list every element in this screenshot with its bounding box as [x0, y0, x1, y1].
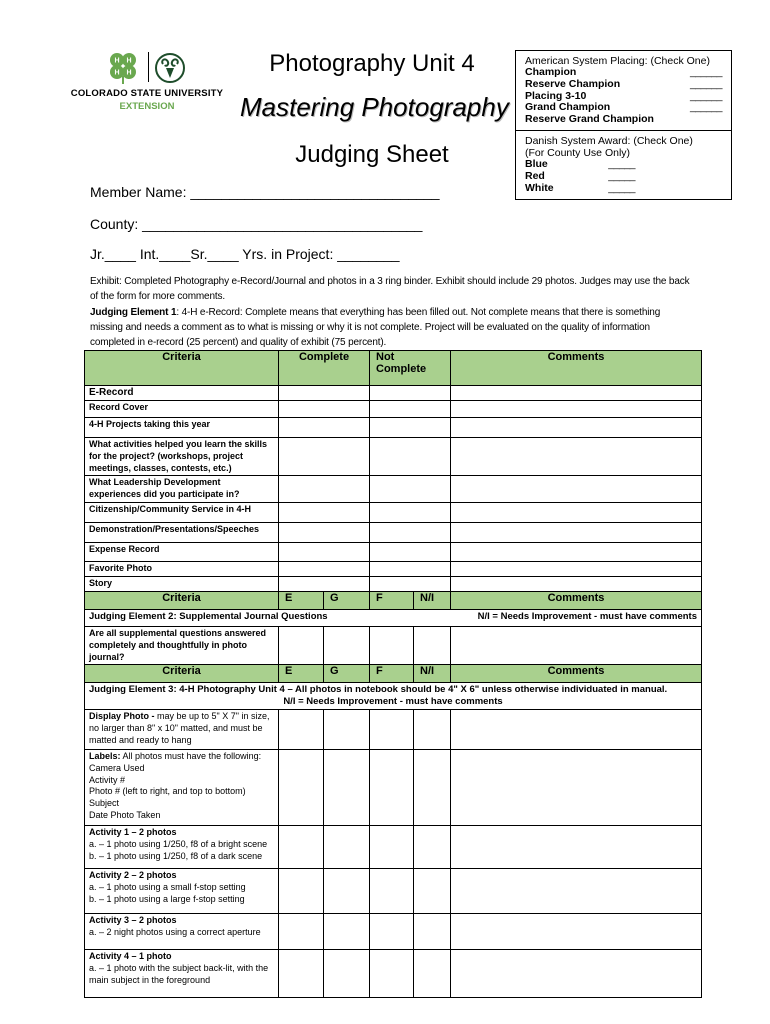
good-header: G	[324, 591, 370, 609]
element3-title: Judging Element 3: 4-H Photography Unit 4 – All photos in notebook should be 4" X 6" unless otherwise individuated in manual.	[89, 684, 668, 696]
member-name-field[interactable]: Member Name: ________________________________	[90, 184, 440, 200]
criteria-line: a. – 1 photo using a small f-stop setting	[89, 881, 246, 892]
fair-cell[interactable]	[370, 749, 414, 825]
needs-improvement-cell[interactable]	[414, 626, 451, 664]
excellent-header: E	[279, 665, 324, 683]
4-h-clover-icon	[106, 50, 140, 84]
criteria-title: Activity 2 – 2 photos	[89, 869, 177, 880]
criteria-line: Camera Used	[89, 762, 145, 773]
award-option-label: Blue	[525, 157, 548, 170]
criteria-cell: 4-H Projects taking this year	[85, 418, 279, 438]
fair-cell[interactable]	[370, 949, 414, 997]
placing-option[interactable]	[525, 114, 722, 126]
table-row	[85, 609, 702, 626]
svg-text:H: H	[114, 57, 120, 65]
comments-cell[interactable]	[451, 868, 702, 913]
not-complete-cell[interactable]	[370, 576, 451, 591]
placing-option[interactable]	[525, 79, 722, 91]
criteria-line: a. – 1 photo using 1/250, f8 of a bright scene	[89, 838, 268, 849]
university-name: COLORADO STATE UNIVERSITY	[70, 88, 224, 99]
comments-cell[interactable]	[451, 502, 702, 522]
placing-blank[interactable]: ______	[689, 77, 722, 90]
good-cell[interactable]	[324, 825, 370, 868]
excellent-cell[interactable]	[279, 749, 324, 825]
table-row	[85, 949, 702, 997]
needs-improvement-cell[interactable]	[414, 749, 451, 825]
comments-cell[interactable]	[451, 913, 702, 949]
comments-cell[interactable]	[451, 522, 702, 542]
table-row	[85, 749, 702, 825]
comments-cell[interactable]	[451, 576, 702, 591]
placing-blank[interactable]: ______	[689, 66, 722, 78]
fair-header: F	[370, 665, 414, 683]
criteria-cell	[85, 749, 279, 825]
good-header: G	[324, 665, 370, 683]
excellent-cell[interactable]	[279, 868, 324, 913]
comments-cell[interactable]	[451, 749, 702, 825]
not-complete-cell[interactable]	[370, 401, 451, 418]
table-row	[85, 438, 702, 476]
table-row	[85, 542, 702, 561]
comments-header: Comments	[451, 665, 702, 683]
table-row	[85, 825, 702, 868]
criteria-cell	[85, 949, 279, 997]
element3-title-row	[85, 683, 702, 710]
needs-improvement-cell[interactable]	[414, 949, 451, 997]
award-option-label: White	[525, 181, 554, 194]
criteria-cell	[85, 913, 279, 949]
good-cell[interactable]	[324, 913, 370, 949]
danish-system-subheader: (For County Use Only)	[525, 146, 631, 159]
placing-option-label: Reserve Champion	[525, 77, 621, 90]
table-header-row	[85, 591, 702, 609]
needs-improvement-cell[interactable]	[414, 825, 451, 868]
extension-label: EXTENSION	[119, 101, 175, 112]
table-row	[85, 386, 702, 401]
danish-system-section	[516, 131, 731, 194]
criteria-cell: Demonstration/Presentations/Speeches	[85, 522, 279, 542]
criteria-cell: What Leadership Development experiences did you participate in?	[85, 476, 279, 503]
criteria-title: Labels:	[89, 750, 121, 761]
section-label: E-Record	[85, 386, 279, 401]
table-header-row	[85, 351, 702, 386]
good-cell[interactable]	[324, 626, 370, 664]
county-field[interactable]: County: ____________________________________	[90, 216, 423, 232]
award-option[interactable]	[525, 159, 635, 171]
element1-description	[90, 305, 690, 351]
good-cell[interactable]	[324, 949, 370, 997]
criteria-cell: Story	[85, 576, 279, 591]
table-row	[85, 502, 702, 522]
svg-text:H: H	[114, 69, 120, 77]
table-row	[85, 626, 702, 664]
placing-option-label: Champion	[525, 66, 577, 78]
placing-blank[interactable]: ______	[689, 101, 722, 114]
award-blank[interactable]: _____	[608, 169, 635, 182]
criteria-cell: Citizenship/Community Service in 4-H	[85, 502, 279, 522]
table-row	[85, 561, 702, 576]
table-row	[85, 522, 702, 542]
good-cell[interactable]	[324, 749, 370, 825]
complete-cell[interactable]	[279, 386, 370, 401]
unit-subtitle: Mastering Photography	[240, 92, 509, 122]
comments-cell[interactable]	[451, 401, 702, 418]
award-option[interactable]	[525, 183, 635, 195]
excellent-cell[interactable]	[279, 949, 324, 997]
complete-cell[interactable]	[279, 418, 370, 438]
needs-improvement-cell[interactable]	[414, 868, 451, 913]
complete-cell[interactable]	[279, 401, 370, 418]
comments-cell[interactable]	[451, 561, 702, 576]
comments-cell[interactable]	[451, 825, 702, 868]
complete-cell[interactable]	[279, 522, 370, 542]
american-system-section	[516, 51, 731, 126]
element1-text: : 4-H e-Record: Complete means that everything has been filled out. Not complete means that there is something missing and needs a comment as to what is missing or why it is not complete. Project will be evaluated on the quality of information completed in e-record (25 percent) and quality of exhibit (75 percent).	[90, 306, 661, 349]
table-row	[85, 683, 702, 710]
comments-cell[interactable]	[451, 438, 702, 476]
excellent-cell[interactable]	[279, 825, 324, 868]
criteria-cell: Record Cover	[85, 401, 279, 418]
criteria-cell: Are all supplemental questions answered completely and thoughtfully in photo journal?	[85, 626, 279, 664]
not-complete-cell[interactable]	[370, 418, 451, 438]
award-blank[interactable]: _____	[608, 157, 635, 170]
needs-improvement-header: N/I	[414, 665, 451, 683]
table-row	[85, 476, 702, 503]
exhibit-description: Exhibit: Completed Photography e-Record/Journal and photos in a 3 ring binder. Exhibit should include 29 photos. Judges may use the back of the form for more comments.	[90, 276, 690, 303]
not-complete-cell[interactable]	[370, 561, 451, 576]
criteria-cell	[85, 825, 279, 868]
judging-table	[84, 350, 702, 998]
criteria-line: Date Photo Taken	[89, 809, 161, 820]
placing-box	[515, 50, 732, 200]
table-row	[85, 401, 702, 418]
element2-title-row	[85, 609, 702, 626]
placing-option-label: Grand Champion	[525, 101, 611, 114]
placing-option-label: Reserve Grand Champion	[525, 113, 654, 126]
not-complete-cell[interactable]	[370, 386, 451, 401]
sheet-title: Judging Sheet	[295, 141, 449, 168]
criteria-header: Criteria	[85, 351, 279, 386]
needs-improvement-cell[interactable]	[414, 913, 451, 949]
element1-label: Judging Element 1	[90, 306, 177, 318]
table-row	[85, 868, 702, 913]
criteria-text: All photos must have the following:	[120, 750, 262, 761]
age-division-field[interactable]: Jr.____ Int.____Sr.____ Yrs. in Project: ________	[90, 246, 400, 262]
fair-cell[interactable]	[370, 868, 414, 913]
not-complete-cell[interactable]	[370, 522, 451, 542]
criteria-line: b. – 1 photo using a large f-stop setting	[89, 893, 245, 904]
award-option[interactable]	[525, 171, 635, 183]
csu-extension-logo	[66, 50, 228, 112]
complete-header: Complete	[279, 351, 370, 386]
excellent-header: E	[279, 591, 324, 609]
criteria-line: a. – 2 night photos using a correct aperture	[89, 926, 261, 937]
comments-cell[interactable]	[451, 542, 702, 561]
comments-header: Comments	[451, 591, 702, 609]
criteria-header: Criteria	[85, 591, 279, 609]
excellent-cell[interactable]	[279, 709, 324, 749]
comments-cell[interactable]	[451, 709, 702, 749]
complete-cell[interactable]	[279, 542, 370, 561]
criteria-cell: Favorite Photo	[85, 561, 279, 576]
svg-text:H: H	[126, 57, 132, 65]
complete-cell[interactable]	[279, 576, 370, 591]
table-row	[85, 709, 702, 749]
good-cell[interactable]	[324, 709, 370, 749]
criteria-title: Activity 3 – 2 photos	[89, 914, 177, 925]
criteria-title: Display Photo -	[89, 710, 155, 721]
needs-improvement-header: N/I	[414, 591, 451, 609]
logo-divider	[148, 52, 149, 82]
ni-note: N/I = Needs Improvement - must have comments	[477, 610, 697, 622]
criteria-line: a. – 1 photo with the subject back-lit, with the main subject in the foreground	[89, 962, 269, 985]
table-row	[85, 576, 702, 591]
criteria-cell	[85, 709, 279, 749]
instructions-paragraph	[90, 274, 690, 350]
csu-ram-icon	[154, 52, 186, 84]
criteria-line: Photo # (left to right, and top to bottom)	[89, 786, 246, 797]
table-header-row	[85, 665, 702, 683]
good-cell[interactable]	[324, 868, 370, 913]
placing-option-label: Placing 3-10	[525, 89, 587, 102]
criteria-title: Activity 1 – 2 photos	[89, 826, 177, 837]
criteria-cell: What activities helped you learn the skills for the project? (workshops, project meetings, classes, contests, etc.)	[85, 438, 279, 476]
comments-cell[interactable]	[451, 386, 702, 401]
criteria-line: Activity #	[89, 774, 126, 785]
complete-cell[interactable]	[279, 438, 370, 476]
fair-cell[interactable]	[370, 709, 414, 749]
fair-cell[interactable]	[370, 825, 414, 868]
complete-cell[interactable]	[279, 561, 370, 576]
fair-cell[interactable]	[370, 626, 414, 664]
criteria-line: b. – 1 photo using 1/250, f8 of a dark scene	[89, 850, 263, 861]
svg-text:H: H	[126, 69, 132, 77]
fair-header: F	[370, 591, 414, 609]
complete-cell[interactable]	[279, 476, 370, 503]
comments-cell[interactable]	[451, 476, 702, 503]
criteria-cell	[85, 868, 279, 913]
danish-system-header: Danish System Award: (Check One)	[525, 134, 693, 147]
table-row	[85, 418, 702, 438]
criteria-line: Subject	[89, 798, 120, 809]
table-row	[85, 913, 702, 949]
comments-header: Comments	[451, 351, 702, 386]
criteria-title: Activity 4 – 1 photo	[89, 950, 172, 961]
criteria-cell: Expense Record	[85, 542, 279, 561]
excellent-cell[interactable]	[279, 913, 324, 949]
criteria-text: may be up to 5" X 7" in size, no larger than 8" x 10" matted, and must be matted and ready to hang	[89, 710, 270, 745]
fair-cell[interactable]	[370, 913, 414, 949]
award-blank[interactable]: _____	[608, 181, 635, 194]
placing-blank[interactable]: ______	[689, 89, 722, 102]
excellent-cell[interactable]	[279, 626, 324, 664]
comments-cell[interactable]	[451, 949, 702, 997]
criteria-header: Criteria	[85, 665, 279, 683]
unit-title: Photography Unit 4	[269, 50, 475, 77]
ni-note: N/I = Needs Improvement - must have comments	[283, 696, 503, 708]
not-complete-header: Not Complete	[370, 351, 451, 386]
element2-title: Judging Element 2: Supplemental Journal Questions	[89, 610, 328, 622]
needs-improvement-cell[interactable]	[414, 709, 451, 749]
not-complete-cell[interactable]	[370, 502, 451, 522]
not-complete-cell[interactable]	[370, 438, 451, 476]
american-system-header: American System Placing: (Check One)	[525, 55, 710, 67]
complete-cell[interactable]	[279, 502, 370, 522]
not-complete-cell[interactable]	[370, 542, 451, 561]
comments-cell[interactable]	[451, 418, 702, 438]
award-option-label: Red	[525, 169, 545, 182]
not-complete-cell[interactable]	[370, 476, 451, 503]
comments-cell[interactable]	[451, 626, 702, 664]
